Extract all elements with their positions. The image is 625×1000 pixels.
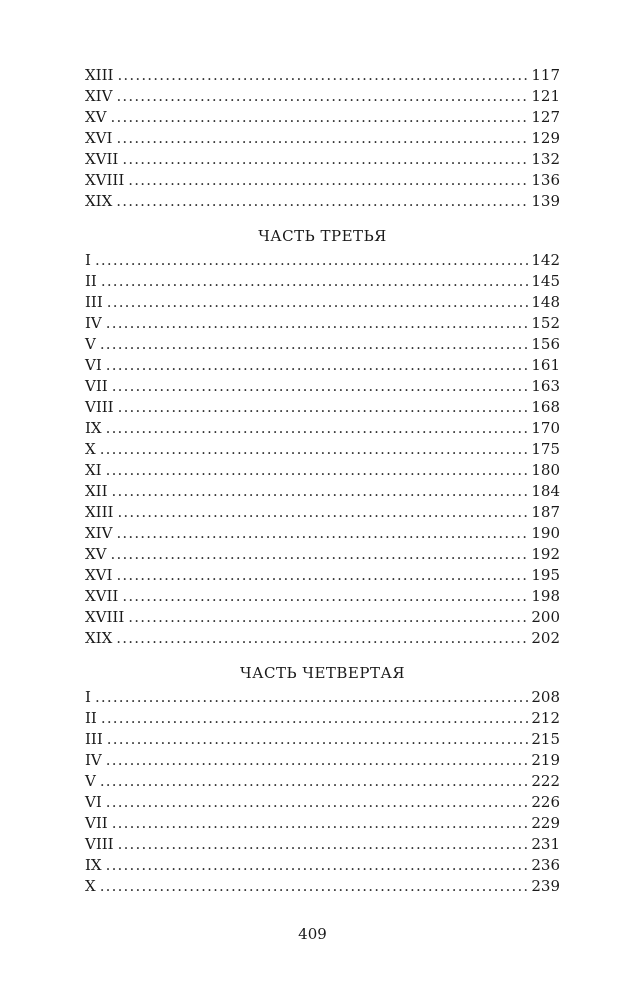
page-number: 409 (298, 925, 327, 943)
section-title: ЧАСТЬ ТРЕТЬЯ (258, 227, 387, 245)
toc-entry[interactable] (85, 86, 560, 107)
dot-leader (107, 292, 529, 313)
dot-leader (128, 607, 528, 628)
toc-entry[interactable] (85, 544, 560, 565)
chapter-number: XI (85, 461, 102, 479)
dot-leader (106, 750, 529, 771)
chapter-number: XIII (85, 66, 114, 84)
dot-leader (117, 65, 528, 86)
toc-entry[interactable] (85, 107, 560, 128)
chapter-page-number: 236 (531, 856, 560, 874)
toc-entry[interactable] (85, 771, 560, 792)
dot-leader (116, 628, 528, 649)
chapter-number: VI (85, 793, 102, 811)
chapter-page-number: 145 (531, 272, 560, 290)
chapter-page-number: 161 (531, 356, 560, 374)
chapter-page-number: 195 (531, 566, 560, 584)
dot-leader (118, 834, 529, 855)
toc-entry[interactable] (85, 376, 560, 397)
table-of-contents (85, 62, 560, 897)
chapter-page-number: 212 (531, 709, 560, 727)
dot-leader (116, 191, 528, 212)
dot-leader (106, 792, 529, 813)
chapter-page-number: 132 (531, 150, 560, 168)
chapter-page-number: 129 (531, 129, 560, 147)
toc-entry[interactable] (85, 149, 560, 170)
dot-leader (112, 481, 529, 502)
toc-entry-list (85, 687, 560, 897)
toc-entry[interactable] (85, 170, 560, 191)
chapter-number: I (85, 688, 91, 706)
dot-leader (128, 170, 528, 191)
toc-entry-list (85, 65, 560, 212)
chapter-page-number: 117 (531, 66, 560, 84)
chapter-number: XII (85, 482, 108, 500)
dot-leader (100, 876, 529, 897)
toc-entry[interactable] (85, 397, 560, 418)
chapter-number: VIII (85, 835, 114, 853)
chapter-number: II (85, 709, 97, 727)
dot-leader (116, 128, 528, 149)
chapter-page-number: 170 (531, 419, 560, 437)
chapter-page-number: 163 (531, 377, 560, 395)
chapter-page-number: 180 (531, 461, 560, 479)
section-title: ЧАСТЬ ЧЕТВЕРТАЯ (240, 664, 405, 682)
toc-entry[interactable] (85, 502, 560, 523)
chapter-page-number: 198 (531, 587, 560, 605)
chapter-page-number: 200 (531, 608, 560, 626)
toc-entry[interactable] (85, 565, 560, 586)
chapter-page-number: 168 (531, 398, 560, 416)
dot-leader (95, 687, 528, 708)
dot-leader (116, 523, 528, 544)
chapter-page-number: 239 (531, 877, 560, 895)
chapter-page-number: 127 (531, 108, 560, 126)
chapter-page-number: 139 (531, 192, 560, 210)
toc-entry[interactable] (85, 586, 560, 607)
chapter-number: VII (85, 814, 108, 832)
toc-entry[interactable] (85, 355, 560, 376)
dot-leader (122, 149, 528, 170)
chapter-number: XV (85, 108, 107, 126)
chapter-number: XIII (85, 503, 114, 521)
chapter-number: V (85, 772, 96, 790)
chapter-number: XIX (85, 629, 113, 647)
toc-entry[interactable] (85, 481, 560, 502)
chapter-number: XVIII (85, 608, 125, 626)
chapter-page-number: 192 (531, 545, 560, 563)
dot-leader (116, 565, 528, 586)
chapter-number: VI (85, 356, 102, 374)
toc-entry[interactable] (85, 460, 560, 481)
chapter-number: VII (85, 377, 108, 395)
chapter-number: I (85, 251, 91, 269)
chapter-number: XVII (85, 150, 119, 168)
toc-entry[interactable] (85, 729, 560, 750)
dot-leader (101, 271, 529, 292)
toc-entry[interactable] (85, 523, 560, 544)
toc-entry[interactable] (85, 708, 560, 729)
dot-leader (100, 771, 529, 792)
dot-leader (107, 729, 529, 750)
chapter-number: IV (85, 314, 102, 332)
chapter-page-number: 231 (531, 835, 560, 853)
chapter-page-number: 121 (531, 87, 560, 105)
chapter-page-number: 148 (531, 293, 560, 311)
dot-leader (106, 855, 529, 876)
chapter-page-number: 229 (531, 814, 560, 832)
toc-entry[interactable] (85, 813, 560, 834)
toc-entry[interactable] (85, 687, 560, 708)
toc-entry[interactable] (85, 855, 560, 876)
chapter-number: X (85, 877, 96, 895)
chapter-number: II (85, 272, 97, 290)
chapter-number: V (85, 335, 96, 353)
chapter-number: X (85, 440, 96, 458)
chapter-number: XIX (85, 192, 113, 210)
toc-entry[interactable] (85, 876, 560, 897)
chapter-number: IX (85, 856, 102, 874)
chapter-number: III (85, 730, 103, 748)
chapter-number: IV (85, 751, 102, 769)
chapter-page-number: 187 (531, 503, 560, 521)
toc-entry[interactable] (85, 418, 560, 439)
dot-leader (122, 586, 528, 607)
toc-entry[interactable] (85, 65, 560, 86)
dot-leader (117, 502, 528, 523)
chapter-number: IX (85, 419, 102, 437)
chapter-page-number: 142 (531, 251, 560, 269)
toc-entry[interactable] (85, 792, 560, 813)
chapter-page-number: 136 (531, 171, 560, 189)
toc-section (85, 65, 560, 212)
toc-entry[interactable] (85, 191, 560, 212)
dot-leader (100, 334, 529, 355)
dot-leader (112, 813, 529, 834)
chapter-number: XV (85, 545, 107, 563)
toc-entry[interactable] (85, 271, 560, 292)
toc-entry-list (85, 250, 560, 649)
chapter-page-number: 184 (531, 482, 560, 500)
toc-section (85, 663, 560, 897)
chapter-number: XVIII (85, 171, 125, 189)
chapter-page-number: 226 (531, 793, 560, 811)
chapter-number: XVI (85, 129, 113, 147)
chapter-number: XVII (85, 587, 119, 605)
chapter-page-number: 208 (531, 688, 560, 706)
toc-section (85, 226, 560, 649)
chapter-page-number: 215 (531, 730, 560, 748)
dot-leader (111, 544, 529, 565)
dot-leader (101, 708, 529, 729)
dot-leader (118, 397, 529, 418)
chapter-page-number: 219 (531, 751, 560, 769)
dot-leader (116, 86, 528, 107)
toc-entry[interactable] (85, 313, 560, 334)
chapter-page-number: 190 (531, 524, 560, 542)
toc-entry[interactable] (85, 750, 560, 771)
chapter-page-number: 202 (531, 629, 560, 647)
toc-entry[interactable] (85, 834, 560, 855)
dot-leader (111, 107, 529, 128)
toc-entry[interactable] (85, 607, 560, 628)
chapter-page-number: 152 (531, 314, 560, 332)
toc-entry[interactable] (85, 334, 560, 355)
chapter-number: XVI (85, 566, 113, 584)
chapter-number: III (85, 293, 103, 311)
dot-leader (106, 313, 529, 334)
toc-entry[interactable] (85, 128, 560, 149)
chapter-page-number: 156 (531, 335, 560, 353)
dot-leader (95, 250, 528, 271)
chapter-number: XIV (85, 524, 113, 542)
dot-leader (100, 439, 529, 460)
toc-entry[interactable] (85, 439, 560, 460)
dot-leader (106, 418, 529, 439)
dot-leader (106, 460, 529, 481)
dot-leader (106, 355, 529, 376)
chapter-page-number: 222 (531, 772, 560, 790)
toc-entry[interactable] (85, 250, 560, 271)
toc-entry[interactable] (85, 628, 560, 649)
chapter-number: XIV (85, 87, 113, 105)
chapter-page-number: 175 (531, 440, 560, 458)
toc-entry[interactable] (85, 292, 560, 313)
chapter-number: VIII (85, 398, 114, 416)
dot-leader (112, 376, 529, 397)
